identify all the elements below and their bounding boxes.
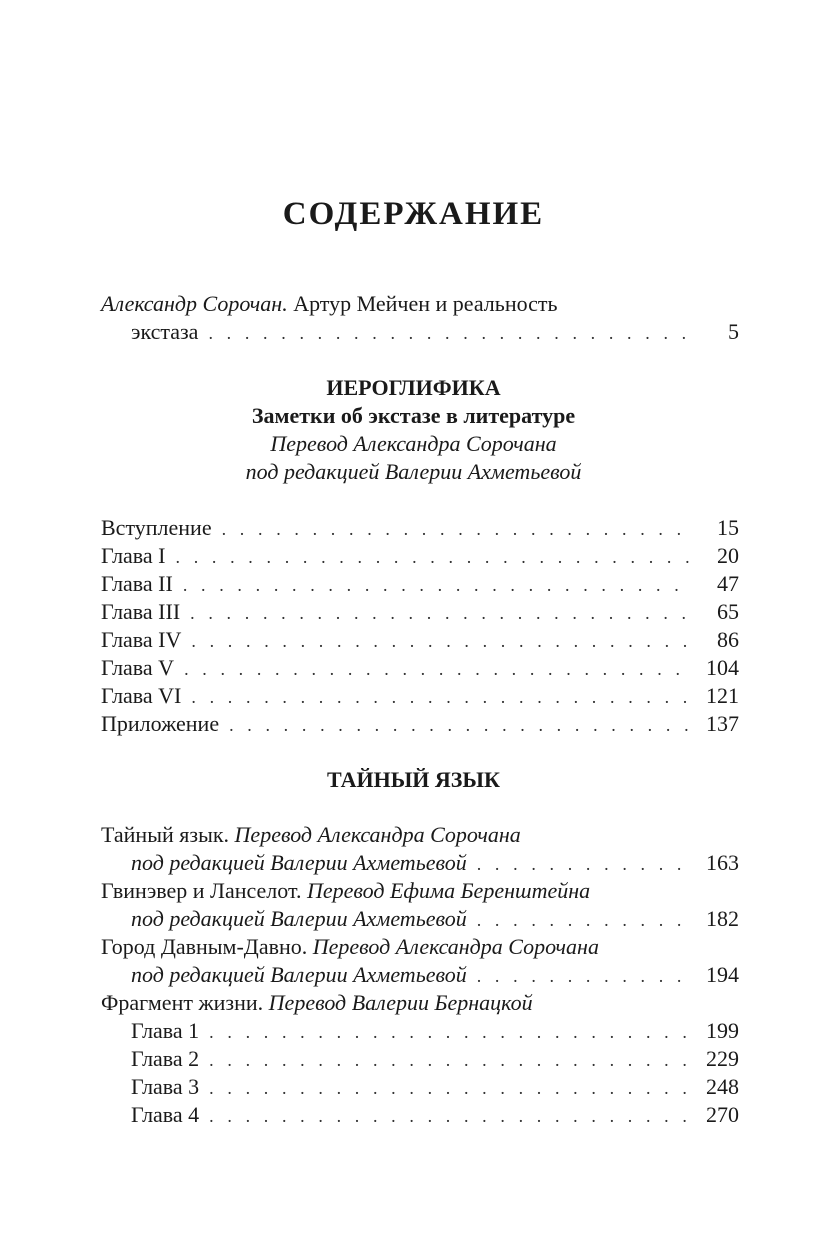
- section-title: ТАЙНЫЙ ЯЗЫК: [327, 767, 500, 792]
- page-number: 121: [706, 683, 739, 708]
- dot-leader: [477, 906, 689, 934]
- section-title: ИЕРОГЛИФИКА: [326, 375, 501, 400]
- dot-leader: [183, 571, 689, 599]
- page-number: 270: [706, 1102, 739, 1127]
- toc-label: Глава 4: [131, 1102, 200, 1127]
- entry-translator: Перевод Александра Сорочана: [312, 934, 599, 959]
- toc-row[interactable]: [101, 654, 739, 682]
- page-number: 248: [706, 1074, 739, 1099]
- entry-editor: под редакцией Валерии Ахметьевой: [131, 850, 467, 875]
- section2-entries: [101, 821, 739, 1129]
- entry-title: Тайный язык.: [101, 822, 230, 847]
- dot-leader: [191, 627, 689, 655]
- toc-label: Глава IV: [101, 627, 182, 652]
- intro-author: Александр Сорочан.: [101, 291, 288, 316]
- page-number: 86: [717, 627, 739, 652]
- section-heading-hieroglyphics: [0, 374, 827, 486]
- toc-row[interactable]: [101, 626, 739, 654]
- section-subtitle: Заметки об экстазе в литературе: [251, 403, 576, 428]
- intro-title-line: [101, 290, 739, 318]
- intro-entry: [101, 290, 739, 346]
- toc-row[interactable]: [101, 542, 739, 570]
- toc-label: Глава VI: [101, 683, 182, 708]
- toc-label: Приложение: [101, 711, 220, 736]
- page-number: 137: [706, 711, 739, 736]
- toc-row[interactable]: [101, 1101, 739, 1129]
- toc-row[interactable]: [101, 1045, 739, 1073]
- toc-row[interactable]: [101, 961, 739, 989]
- toc-row[interactable]: [101, 598, 739, 626]
- toc-label: Глава V: [101, 655, 175, 680]
- toc-row[interactable]: [101, 514, 739, 542]
- page-number: 5: [728, 319, 739, 344]
- dot-leader: [176, 543, 690, 571]
- page-number: 15: [717, 515, 739, 540]
- entry-translator: Перевод Александра Сорочана: [234, 822, 521, 847]
- toc-label: Глава 1: [131, 1018, 200, 1043]
- page-number: 229: [706, 1046, 739, 1071]
- page-number: 199: [706, 1018, 739, 1043]
- toc-row[interactable]: [101, 318, 739, 346]
- toc-row[interactable]: [101, 849, 739, 877]
- section1-entries: [101, 514, 739, 738]
- dot-leader: [209, 1102, 689, 1130]
- entry-title: Город Давным-Давно.: [101, 934, 308, 959]
- entry-title-line: [101, 933, 739, 961]
- section-translator: Перевод Александра Сорочана: [270, 431, 557, 456]
- entry-title-line: [101, 821, 739, 849]
- toc-label: Глава III: [101, 599, 181, 624]
- toc-row[interactable]: [101, 682, 739, 710]
- entry-editor: под редакцией Валерии Ахметьевой: [131, 962, 467, 987]
- dot-leader: [191, 683, 689, 711]
- entry-editor: под редакцией Валерии Ахметьевой: [131, 906, 467, 931]
- page-number: 104: [706, 655, 739, 680]
- page-number: 47: [717, 571, 739, 596]
- dot-leader: [209, 1074, 689, 1102]
- toc-row[interactable]: [101, 1017, 739, 1045]
- entry-translator: Перевод Валерии Бернацкой: [268, 990, 533, 1015]
- dot-leader: [209, 1018, 689, 1046]
- dot-leader: [222, 515, 689, 543]
- page-title: СОДЕРЖАНИЕ: [282, 196, 545, 232]
- page-number: 65: [717, 599, 739, 624]
- toc-label: Глава I: [101, 543, 166, 568]
- entry-title-line: [101, 989, 739, 1017]
- toc-row[interactable]: [101, 570, 739, 598]
- entry-translator: Перевод Ефима Беренштейна: [306, 878, 591, 903]
- intro-title: Артур Мейчен и реальность: [293, 291, 558, 316]
- toc-label: Глава 2: [131, 1046, 200, 1071]
- toc-row[interactable]: [101, 905, 739, 933]
- entry-title-line: [101, 877, 739, 905]
- toc-row[interactable]: [101, 1073, 739, 1101]
- toc-label: Глава II: [101, 571, 173, 596]
- toc-row[interactable]: [101, 710, 739, 738]
- toc-label: экстаза: [131, 319, 199, 344]
- page-number: 20: [717, 543, 739, 568]
- section-heading-secret-language: [0, 766, 827, 794]
- dot-leader: [229, 711, 689, 739]
- dot-leader: [209, 1046, 689, 1074]
- entry-title: Гвинэвер и Ланселот.: [101, 878, 302, 903]
- dot-leader: [477, 850, 689, 878]
- section-editor: под редакцией Валерии Ахметьевой: [245, 459, 582, 484]
- page-number: 163: [706, 850, 739, 875]
- dot-leader: [477, 962, 689, 990]
- page-number: 182: [706, 906, 739, 931]
- toc-label: Глава 3: [131, 1074, 200, 1099]
- dot-leader: [184, 655, 689, 683]
- toc-label: Вступление: [101, 515, 212, 540]
- entry-title: Фрагмент жизни.: [101, 990, 264, 1015]
- dot-leader: [208, 319, 689, 347]
- page-number: 194: [706, 962, 739, 987]
- dot-leader: [190, 599, 689, 627]
